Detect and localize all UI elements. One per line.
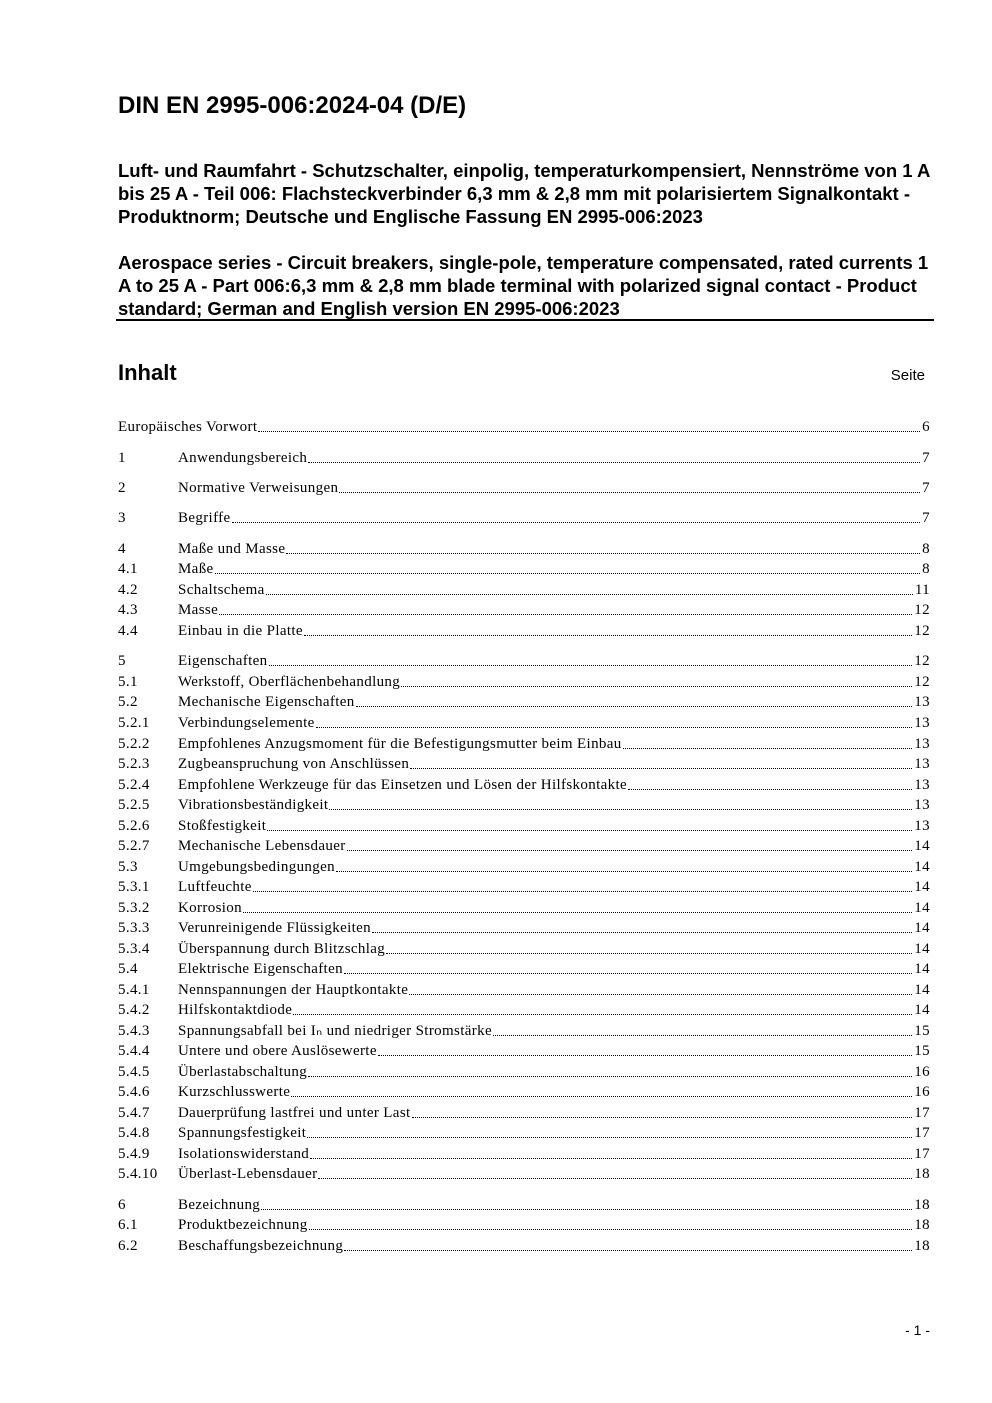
- toc-dot-leader: [410, 768, 912, 769]
- toc-entry-title: Werkstoff, Oberflächenbehandlung: [178, 674, 401, 690]
- toc-entry-number: 5.2.7: [118, 838, 150, 854]
- toc-dot-leader: [308, 1076, 912, 1077]
- toc-entry[interactable]: [118, 539, 930, 559]
- toc-entry-page: 14: [914, 879, 930, 895]
- toc-entry-title: Masse: [178, 602, 219, 618]
- toc-entry[interactable]: [118, 877, 930, 897]
- toc-entry[interactable]: [118, 1103, 930, 1123]
- toc-entry-title: Nennspannungen der Hauptkontakte: [178, 982, 409, 998]
- toc-dot-leader: [310, 1158, 912, 1159]
- toc-entry-page: 16: [914, 1084, 930, 1100]
- toc-entry[interactable]: [118, 754, 930, 774]
- toc-entry-title: Begriffe: [178, 510, 231, 526]
- toc-entry-number: 5.4.4: [118, 1043, 150, 1059]
- subtitle-english: Aerospace series - Circuit breakers, single-pole, temperature compensated, rated currents 1 A to 25 A - Part 006:6,3 mm & 2,8 mm blade terminal with polarized signal contact - Product standard; German and English version EN 2995-006:2023: [118, 252, 929, 319]
- toc-entry-page: 14: [914, 982, 930, 998]
- toc-entry-title: Korrosion: [178, 900, 242, 916]
- toc-entry-page: 6: [922, 419, 930, 435]
- toc-entry[interactable]: [118, 980, 930, 1000]
- toc-entry-title: Vibrationsbeständigkeit: [178, 797, 329, 813]
- toc-entry-number: 5.2.6: [118, 818, 150, 834]
- toc-entry-number: 5: [118, 653, 126, 669]
- toc-entry-page: 12: [914, 653, 930, 669]
- toc-entry[interactable]: [118, 1164, 930, 1184]
- toc-entry-number: 2: [118, 480, 126, 496]
- toc-dot-leader: [344, 973, 912, 974]
- toc-entry-title: Bezeichnung: [178, 1197, 261, 1213]
- toc-entry-title: Überlast-Lebensdauer: [178, 1166, 318, 1182]
- toc-entry-title: Luftfeuchte: [178, 879, 252, 895]
- toc-entry-page: 11: [914, 582, 930, 598]
- toc-dot-leader: [286, 553, 920, 554]
- toc-entry-title: Überspannung durch Blitzschlag: [178, 941, 386, 957]
- toc-entry-title: Stoßfestigkeit: [178, 818, 267, 834]
- toc-entry-title: Maße und Masse: [178, 541, 286, 557]
- toc-entry-number: 5.4.8: [118, 1125, 150, 1141]
- toc-dot-leader: [293, 1014, 912, 1015]
- toc-entry-title: Einbau in die Platte: [178, 623, 303, 639]
- toc-entry-number: 3: [118, 510, 126, 526]
- toc-entry-page: 14: [914, 920, 930, 936]
- toc-entry[interactable]: [118, 1195, 930, 1215]
- toc-entry-number: 4.2: [118, 582, 138, 598]
- toc-entry[interactable]: [118, 1144, 930, 1164]
- toc-entry[interactable]: [118, 692, 930, 712]
- toc-entry[interactable]: [118, 621, 930, 641]
- toc-entry-title: Untere und obere Auslösewerte: [178, 1043, 377, 1059]
- toc-entry-title: Maße: [178, 561, 214, 577]
- document-title: DIN EN 2995-006:2024-04 (D/E): [118, 92, 467, 119]
- toc-entry-title: Überlastabschaltung: [178, 1064, 308, 1080]
- toc-entry-title: Zugbeanspruchung von Anschlüssen: [178, 756, 410, 772]
- toc-entry-page: 8: [922, 561, 930, 577]
- toc-entry[interactable]: [118, 478, 930, 498]
- toc-entry-title: Verbindungselemente: [178, 715, 315, 731]
- toc-entry-number: 1: [118, 450, 126, 466]
- toc-dot-leader: [253, 891, 912, 892]
- toc-entry[interactable]: [118, 1215, 930, 1235]
- toc-entry-page: 17: [914, 1125, 930, 1141]
- toc-entry-number: 4.3: [118, 602, 138, 618]
- toc-dot-leader: [493, 1035, 912, 1036]
- toc-entry-page: 13: [914, 694, 930, 710]
- toc-entry[interactable]: [118, 672, 930, 692]
- toc-heading: Inhalt: [118, 360, 177, 385]
- toc-entry-page: 14: [914, 900, 930, 916]
- toc-entry-number: 6.1: [118, 1217, 138, 1233]
- toc-entry-page: 13: [914, 715, 930, 731]
- toc-entry-title: Normative Verweisungen: [178, 480, 339, 496]
- toc-entry[interactable]: [118, 836, 930, 856]
- toc-entry[interactable]: [118, 816, 930, 836]
- toc-entry-page: 8: [922, 541, 930, 557]
- toc-entry[interactable]: [118, 857, 930, 877]
- toc-entry-number: 5.1: [118, 674, 138, 690]
- toc-entry-number: 4: [118, 541, 126, 557]
- toc-entry-title: Empfohlenes Anzugsmoment für die Befestigungsmutter beim Einbau: [178, 736, 622, 752]
- toc-entry-number: 5.3.4: [118, 941, 150, 957]
- toc-entry[interactable]: [118, 1082, 930, 1102]
- toc-dot-leader: [219, 614, 912, 615]
- toc-entry-title: Hilfskontaktdiode: [178, 1002, 293, 1018]
- toc-entry-page: 16: [914, 1064, 930, 1080]
- toc-entry-title: Spannungsfestigkeit: [178, 1125, 307, 1141]
- toc-entry-title: Beschaffungsbezeichnung: [178, 1238, 344, 1254]
- toc-dot-leader: [372, 932, 912, 933]
- toc-entry[interactable]: [118, 651, 930, 671]
- toc-entry-number: 5.4.7: [118, 1105, 150, 1121]
- toc-entry-page: 14: [914, 859, 930, 875]
- toc-entry-page: 14: [914, 941, 930, 957]
- toc-dot-leader: [243, 912, 912, 913]
- toc-page-column-label: Seite: [890, 367, 925, 384]
- toc-entry-page: 15: [914, 1023, 930, 1039]
- toc-entry-page: 14: [914, 1002, 930, 1018]
- toc-dot-leader: [304, 635, 912, 636]
- toc-entry-number: 5.2: [118, 694, 138, 710]
- toc-dot-leader: [339, 492, 920, 493]
- toc-dot-leader: [356, 706, 913, 707]
- toc-entry-page: 17: [914, 1146, 930, 1162]
- toc-entry-title: Schaltschema: [178, 582, 265, 598]
- toc-entry[interactable]: [118, 1021, 930, 1041]
- toc-entry-number: 5.4: [118, 961, 138, 977]
- toc-dot-leader: [386, 953, 912, 954]
- toc-entry-page: 13: [914, 756, 930, 772]
- toc-entry[interactable]: [118, 1062, 930, 1082]
- toc-entry-page: 14: [914, 838, 930, 854]
- toc-entry-number: 5.2.2: [118, 736, 150, 752]
- toc-dot-leader: [269, 665, 913, 666]
- toc-entry-title: Isolationswiderstand: [178, 1146, 310, 1162]
- toc-dot-leader: [258, 431, 920, 432]
- toc-entry[interactable]: [118, 1123, 930, 1143]
- toc-entry-page: 13: [914, 797, 930, 813]
- toc-entry-title: Europäisches Vorwort: [118, 419, 258, 435]
- toc-entry-number: 5.3.3: [118, 920, 150, 936]
- toc-entry[interactable]: [118, 1236, 930, 1256]
- toc-entry-number: 5.2.4: [118, 777, 150, 793]
- toc-entry-page: 17: [914, 1105, 930, 1121]
- toc-dot-leader: [232, 522, 921, 523]
- toc-dot-leader: [308, 462, 920, 463]
- toc-dot-leader: [267, 830, 912, 831]
- toc-entry-number: 4.4: [118, 623, 138, 639]
- toc-dot-leader: [409, 994, 912, 995]
- toc-entry[interactable]: [118, 508, 930, 528]
- toc-entry-page: 7: [922, 510, 930, 526]
- toc-dot-leader: [318, 1178, 912, 1179]
- toc-entry-number: 5.4.6: [118, 1084, 150, 1100]
- toc-entry-page: 12: [914, 623, 930, 639]
- toc-dot-leader: [401, 686, 912, 687]
- toc-entry-page: 13: [914, 818, 930, 834]
- toc-entry-page: 15: [914, 1043, 930, 1059]
- toc-entry-title: Produktbezeichnung: [178, 1217, 308, 1233]
- toc-entry-title: Dauerprüfung lastfrei und unter Last: [178, 1105, 411, 1121]
- toc-entry-page: 18: [914, 1197, 930, 1213]
- toc-entry[interactable]: [118, 795, 930, 815]
- toc-entry-page: 12: [914, 674, 930, 690]
- toc-dot-leader: [344, 1250, 912, 1251]
- toc-entry-page: 7: [922, 480, 930, 496]
- toc-entry-title: Eigenschaften: [178, 653, 268, 669]
- toc-entry[interactable]: [118, 713, 930, 733]
- toc-entry-title: Umgebungsbedingungen: [178, 859, 335, 875]
- toc-entry-number: 5.4.10: [118, 1166, 158, 1182]
- toc-entry-number: 5.2.5: [118, 797, 150, 813]
- toc-entry-number: 6.2: [118, 1238, 138, 1254]
- toc-entry-title: Kurzschlusswerte: [178, 1084, 291, 1100]
- toc-dot-leader: [623, 748, 913, 749]
- toc-dot-leader: [329, 809, 912, 810]
- toc-entry-title: Verunreinigende Flüssigkeiten: [178, 920, 372, 936]
- toc-entry[interactable]: [118, 1000, 930, 1020]
- toc-entry-number: 5.3.1: [118, 879, 150, 895]
- toc-entry-number: 5.4.9: [118, 1146, 150, 1162]
- toc-dot-leader: [291, 1096, 912, 1097]
- toc-entry[interactable]: [118, 1041, 930, 1061]
- toc-entry-number: 4.1: [118, 561, 138, 577]
- toc-dot-leader: [215, 573, 921, 574]
- toc-entry-page: 18: [914, 1166, 930, 1182]
- toc-entry[interactable]: [118, 775, 930, 795]
- toc-entry-title: Elektrische Eigenschaften: [178, 961, 343, 977]
- toc-entry-page: 7: [922, 450, 930, 466]
- toc-entry-page: 14: [914, 961, 930, 977]
- subtitle-german: Luft- und Raumfahrt - Schutzschalter, einpolig, temperaturkompensiert, Nennströme von 1 A bis 25 A - Teil 006: Flachsteckverbinder 6,3 mm & 2,8 mm mit polarisiertem Signalkontakt - Produktnorm; Deutsche und Englische Fassung EN 2995-006:2023: [118, 160, 930, 227]
- toc-entry-number: 5.2.3: [118, 756, 150, 772]
- toc-entry[interactable]: [118, 918, 930, 938]
- toc-entry-title: Anwendungsbereich: [178, 450, 308, 466]
- toc-entry-title: Mechanische Eigenschaften: [178, 694, 355, 710]
- toc-dot-leader: [309, 1229, 913, 1230]
- toc-entry[interactable]: [118, 448, 930, 468]
- toc-entry[interactable]: [118, 417, 930, 437]
- toc-entry-number: 5.3: [118, 859, 138, 875]
- title-divider: [116, 319, 934, 321]
- toc-entry[interactable]: [118, 959, 930, 979]
- toc-entry[interactable]: [118, 580, 930, 600]
- toc-dot-leader: [261, 1209, 912, 1210]
- toc-entry-page: 13: [914, 777, 930, 793]
- toc-entry-title: Mechanische Lebensdauer: [178, 838, 346, 854]
- toc-entry-number: 6: [118, 1197, 126, 1213]
- toc-entry[interactable]: [118, 898, 930, 918]
- toc-dot-leader: [347, 850, 913, 851]
- toc-entry-title: Spannungsabfall bei Iₙ und niedriger Stromstärke: [178, 1023, 492, 1039]
- toc-entry[interactable]: [118, 734, 930, 754]
- toc-dot-leader: [336, 871, 912, 872]
- page-number: - 1 -: [905, 1322, 930, 1338]
- toc-entry-page: 12: [914, 602, 930, 618]
- toc-entry-number: 5.4.3: [118, 1023, 150, 1039]
- toc-entry-number: 5.2.1: [118, 715, 150, 731]
- toc-dot-leader: [378, 1055, 912, 1056]
- toc-entry-number: 5.4.1: [118, 982, 150, 998]
- toc-entry-page: 18: [914, 1238, 930, 1254]
- toc-dot-leader: [307, 1137, 912, 1138]
- toc-entry-number: 5.4.2: [118, 1002, 150, 1018]
- toc-entry[interactable]: [118, 600, 930, 620]
- toc-entry-page: 13: [914, 736, 930, 752]
- toc-dot-leader: [412, 1117, 913, 1118]
- toc-entry-number: 5.4.5: [118, 1064, 150, 1080]
- toc-entry-title: Empfohlene Werkzeuge für das Einsetzen und Lösen der Hilfskontakte: [178, 777, 627, 793]
- toc-entry[interactable]: [118, 559, 930, 579]
- toc-entry-page: 18: [914, 1217, 930, 1233]
- toc-entry[interactable]: [118, 939, 930, 959]
- toc-dot-leader: [628, 789, 912, 790]
- toc-entry-number: 5.3.2: [118, 900, 150, 916]
- toc-dot-leader: [316, 727, 913, 728]
- toc-dot-leader: [266, 594, 913, 595]
